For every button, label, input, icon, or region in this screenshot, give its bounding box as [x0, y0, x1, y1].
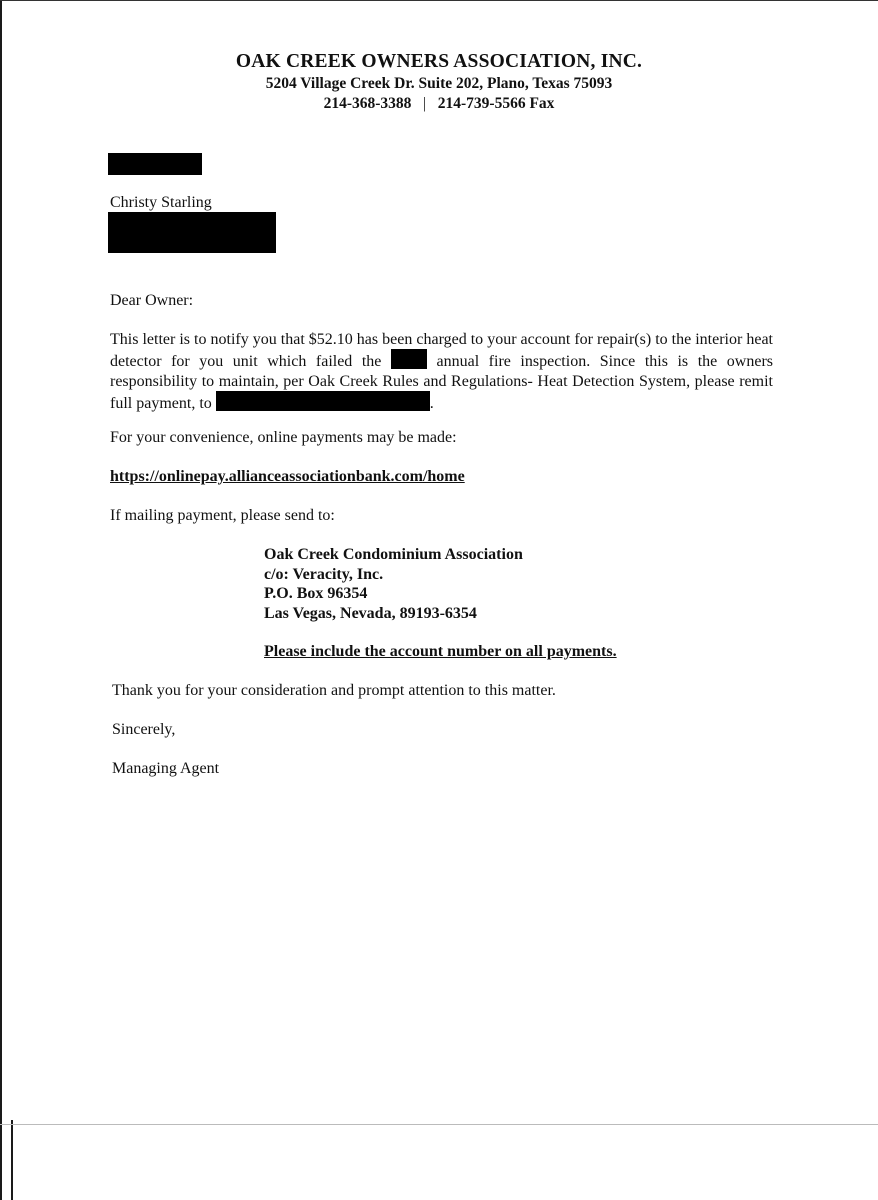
org-phone: 214-368-3388: [323, 95, 412, 112]
address-line: c/o: Veracity, Inc.: [264, 565, 384, 583]
redacted-year: [391, 349, 427, 369]
scan-line: [0, 1124, 878, 1125]
recipient-name: Christy Starling: [110, 194, 212, 211]
address-line: P.O. Box 96354: [264, 585, 368, 602]
letter-body: [110, 330, 773, 413]
scan-edge: [0, 0, 878, 1]
org-contact: [0, 94, 878, 114]
org-name: OAK CREEK OWNERS ASSOCIATION, INC.: [235, 51, 643, 72]
scan-edge: [11, 1120, 13, 1200]
redacted-date: [108, 153, 202, 175]
account-note: Please include the account number on all payments.: [264, 643, 617, 660]
scan-edge: [0, 0, 2, 1200]
online-payment-link[interactable]: https://onlinepay.allianceassociationbank.com/home: [110, 468, 465, 485]
redacted-payee: [216, 391, 430, 411]
address-line: Las Vegas, Nevada, 89193-6354: [264, 604, 477, 622]
signature: Managing Agent: [112, 760, 220, 777]
org-address: 5204 Village Creek Dr. Suite 202, Plano, Texas 75093: [265, 75, 613, 92]
redacted-address: [108, 212, 276, 253]
address-line: Oak Creek Condominium Association: [264, 546, 523, 563]
online-payment-intro: For your convenience, online payments may be made:: [110, 429, 457, 446]
body-text: This letter is to notify you that $52.10 has been charged to your account for repair(s) to the interior heat detector for you unit which failed the: [110, 331, 773, 371]
body-text: annual fire inspection. Since this is the owners responsibility to maintain, per Oak Creek Rules and Regulations- Heat Detection System, please remit full payment, to: [110, 353, 774, 412]
mailing-address: [264, 545, 523, 623]
org-fax: 214-739-5566 Fax: [437, 95, 555, 112]
mail-payment-intro: If mailing payment, please send to:: [110, 507, 335, 524]
thanks-line: Thank you for your consideration and prompt attention to this matter.: [112, 682, 556, 699]
salutation: Dear Owner:: [110, 292, 194, 309]
separator: |: [423, 95, 427, 112]
body-text: .: [429, 394, 434, 412]
letterhead: [0, 50, 878, 114]
closing: Sincerely,: [112, 721, 176, 738]
